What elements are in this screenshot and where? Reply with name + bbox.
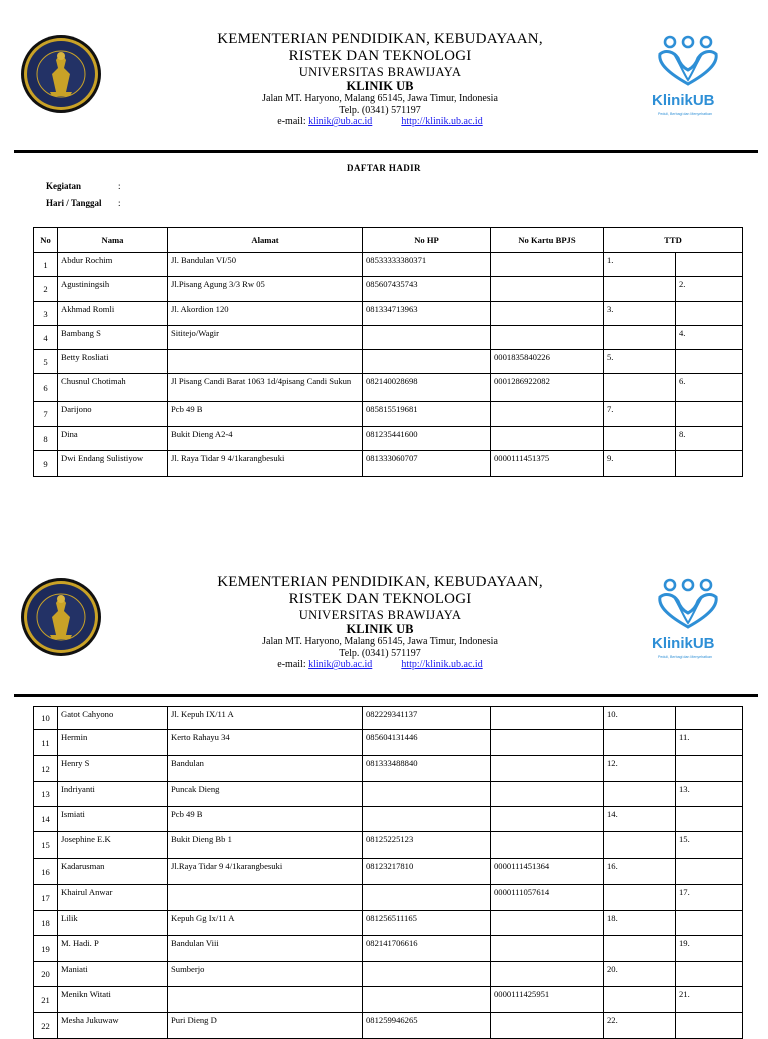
table-row [34,427,743,451]
contact-line [180,659,580,671]
row-ttd-right: 17. [676,885,743,911]
row-no-hp: 085815519681 [363,402,491,427]
row-ttd-right: 6. [676,374,743,402]
website-link[interactable]: http://klinik.ub.ac.id [401,659,483,670]
table-row [34,374,743,402]
row-no-hp [363,885,491,911]
klinikub-logo-icon [650,34,732,120]
letterhead [180,574,580,671]
address: Jalan MT. Haryono, Malang 65145, Jawa Timur, Indonesia [262,93,498,104]
row-no-hp [363,962,491,987]
row-number: 1 [34,253,58,277]
row-ttd-right [676,807,743,832]
row-number: 17 [34,885,58,911]
row-ttd-right [676,302,743,326]
row-number: 15 [34,832,58,859]
row-alamat: Jl.Raya Tidar 9 4/1karangbesuki [168,859,363,885]
row-number: 2 [34,277,58,302]
table-header-row [34,228,743,253]
row-ttd-left: 5. [604,350,676,374]
row-nama: Mesha Jukuwaw [58,1013,168,1039]
row-alamat: Sititejo/Wagir [168,326,363,350]
ministry-line-1: KEMENTERIAN PENDIDIKAN, KEBUDAYAAN, [217,574,543,590]
row-ttd-right: 11. [676,730,743,756]
row-number: 3 [34,302,58,326]
row-nama: Khairul Anwar [58,885,168,911]
row-ttd-left: 1. [604,253,676,277]
row-alamat [168,885,363,911]
row-no-kartu-bpjs: 0000111057614 [491,885,604,911]
row-number: 5 [34,350,58,374]
hari-tanggal-label: Hari / Tanggal [46,198,102,208]
row-ttd-right [676,911,743,936]
row-alamat: Bandulan Viii [168,936,363,962]
row-ttd-left: 18. [604,911,676,936]
table-row [34,350,743,374]
row-nama: Gatot Cahyono [58,707,168,730]
row-nama: Chusnul Chotimah [58,374,168,402]
row-ttd-right [676,451,743,477]
row-ttd-left: 10. [604,707,676,730]
row-ttd-left: 12. [604,756,676,782]
table-row [34,1013,743,1039]
row-no-kartu-bpjs [491,326,604,350]
ministry-line-2: RISTEK DAN TEKNOLOGI [288,48,472,64]
row-nama: Maniati [58,962,168,987]
row-nama: Hermin [58,730,168,756]
logo-tagline: Peduli, Berbagi dan Menyehatkan [658,655,712,659]
row-ttd-right [676,707,743,730]
row-no-kartu-bpjs: 0001286922082 [491,374,604,402]
header-nama: Nama [58,228,168,253]
row-number: 16 [34,859,58,885]
row-no-hp: 085604131446 [363,730,491,756]
hari-tanggal-field [46,198,121,208]
table-row [34,859,743,885]
row-no-kartu-bpjs [491,962,604,987]
attendance-table [33,227,743,477]
row-ttd-left [604,885,676,911]
row-no-kartu-bpjs [491,832,604,859]
website-link[interactable]: http://klinik.ub.ac.id [401,116,483,127]
logo-wordmark: KlinikUB [652,635,715,652]
email-link[interactable]: klinik@ub.ac.id [308,116,373,127]
row-no-kartu-bpjs: 0001835840226 [491,350,604,374]
row-ttd-right: 8. [676,427,743,451]
row-no-hp: 082140028698 [363,374,491,402]
row-alamat: Bandulan [168,756,363,782]
kegiatan-colon: : [118,181,121,191]
row-number: 13 [34,782,58,807]
row-nama: Menikn Witati [58,987,168,1013]
row-no-hp [363,350,491,374]
row-nama: Darijono [58,402,168,427]
table-row [34,832,743,859]
row-ttd-right: 4. [676,326,743,350]
row-alamat: Jl. Kepuh IX/11 A [168,707,363,730]
header-alamat: Alamat [168,228,363,253]
university-seal-icon [20,577,102,657]
kegiatan-field [46,181,121,191]
row-ttd-left [604,374,676,402]
row-no-kartu-bpjs [491,1013,604,1039]
klinikub-logo-icon [650,577,732,663]
table-row [34,451,743,477]
row-ttd-right [676,402,743,427]
row-no-hp [363,326,491,350]
contact-line [180,116,580,128]
row-ttd-left [604,832,676,859]
row-alamat: Bukit Dieng Bb 1 [168,832,363,859]
document-title: DAFTAR HADIR [347,163,421,173]
header-divider [14,694,758,697]
row-number: 9 [34,451,58,477]
row-no-kartu-bpjs [491,302,604,326]
row-nama: Dwi Endang Sulistiyow [58,451,168,477]
row-no-kartu-bpjs [491,707,604,730]
row-ttd-left [604,277,676,302]
row-no-hp: 082141706616 [363,936,491,962]
row-ttd-left: 3. [604,302,676,326]
row-ttd-left: 22. [604,1013,676,1039]
table-row [34,253,743,277]
row-ttd-right: 19. [676,936,743,962]
row-nama: Abdur Rochim [58,253,168,277]
row-alamat: Puri Dieng D [168,1013,363,1039]
row-number: 7 [34,402,58,427]
table-row [34,807,743,832]
header-no-kartu-bpjs: No Kartu BPJS [491,228,604,253]
row-ttd-right [676,962,743,987]
row-ttd-left: 7. [604,402,676,427]
row-number: 14 [34,807,58,832]
row-no-kartu-bpjs [491,402,604,427]
row-no-hp: 08533333380371 [363,253,491,277]
row-no-kartu-bpjs [491,756,604,782]
row-no-kartu-bpjs [491,911,604,936]
logo-wordmark: KlinikUB [652,92,715,109]
row-nama: Dina [58,427,168,451]
row-nama: Bambang S [58,326,168,350]
kegiatan-label: Kegiatan [46,181,81,191]
row-nama: Akhmad Romli [58,302,168,326]
ministry-line-1: KEMENTERIAN PENDIDIKAN, KEBUDAYAAN, [217,31,543,47]
table-row [34,326,743,350]
table-row [34,911,743,936]
row-no-kartu-bpjs: 0000111425951 [491,987,604,1013]
row-no-kartu-bpjs [491,782,604,807]
row-alamat: Jl. Raya Tidar 9 4/1karangbesuki [168,451,363,477]
row-alamat: Jl. Bandulan VI/50 [168,253,363,277]
row-number: 21 [34,987,58,1013]
email-link[interactable]: klinik@ub.ac.id [308,659,373,670]
row-no-kartu-bpjs [491,427,604,451]
row-alamat: Sumberjo [168,962,363,987]
row-ttd-left: 16. [604,859,676,885]
row-no-kartu-bpjs: 0000111451364 [491,859,604,885]
header-no-hp: No HP [363,228,491,253]
row-ttd-left: 9. [604,451,676,477]
row-ttd-left [604,427,676,451]
table-row [34,962,743,987]
table-row [34,707,743,730]
address: Jalan MT. Haryono, Malang 65145, Jawa Timur, Indonesia [262,636,498,647]
row-number: 20 [34,962,58,987]
attendance-table-continued [33,706,743,1039]
row-ttd-left: 20. [604,962,676,987]
row-no-hp: 081334713963 [363,302,491,326]
ministry-line-2: RISTEK DAN TEKNOLOGI [288,591,472,607]
row-no-hp: 081333488840 [363,756,491,782]
row-alamat [168,987,363,1013]
row-no-hp: 08123217810 [363,859,491,885]
row-ttd-left [604,987,676,1013]
row-no-kartu-bpjs: 0000111451375 [491,451,604,477]
table-row [34,756,743,782]
row-no-hp: 082229341137 [363,707,491,730]
row-nama: Agustiningsih [58,277,168,302]
row-nama: Betty Rosliati [58,350,168,374]
table-row [34,782,743,807]
row-number: 19 [34,936,58,962]
row-number: 18 [34,911,58,936]
clinic-name: KLINIK UB [346,79,414,93]
row-number: 10 [34,707,58,730]
row-ttd-left [604,936,676,962]
row-alamat: Puncak Dieng [168,782,363,807]
row-no-hp [363,807,491,832]
row-no-kartu-bpjs [491,730,604,756]
row-ttd-left [604,730,676,756]
row-no-kartu-bpjs [491,936,604,962]
row-nama: Henry S [58,756,168,782]
row-ttd-right [676,253,743,277]
row-ttd-right [676,350,743,374]
row-no-hp: 081259946265 [363,1013,491,1039]
hari-tanggal-colon: : [118,198,121,208]
row-ttd-right: 15. [676,832,743,859]
university-name: UNIVERSITAS BRAWIJAYA [298,65,462,79]
row-number: 6 [34,374,58,402]
row-nama: Kadarusman [58,859,168,885]
table-row [34,885,743,911]
row-ttd-right [676,756,743,782]
row-no-kartu-bpjs [491,277,604,302]
phone: Telp. (0341) 571197 [339,647,421,659]
row-no-hp: 081256511165 [363,911,491,936]
row-number: 12 [34,756,58,782]
row-alamat: Jl. Akordion 120 [168,302,363,326]
table-row [34,987,743,1013]
table-row [34,730,743,756]
row-alamat: Pcb 49 B [168,807,363,832]
row-number: 22 [34,1013,58,1039]
university-name: UNIVERSITAS BRAWIJAYA [298,608,462,622]
header-divider [14,150,758,153]
row-nama: M. Hadi. P [58,936,168,962]
logo-tagline: Peduli, Berbagi dan Menyehatkan [658,112,712,116]
row-no-hp: 08125225123 [363,832,491,859]
table-row [34,302,743,326]
row-no-hp [363,782,491,807]
row-ttd-left [604,326,676,350]
university-seal-icon [20,34,102,114]
row-alamat: Bukit Dieng A2-4 [168,427,363,451]
row-no-hp: 081235441600 [363,427,491,451]
row-alamat: Pcb 49 B [168,402,363,427]
header-no: No [34,228,58,253]
table-row [34,402,743,427]
row-no-hp: 085607435743 [363,277,491,302]
row-ttd-right: 2. [676,277,743,302]
row-no-kartu-bpjs [491,807,604,832]
row-ttd-left [604,782,676,807]
row-no-hp [363,987,491,1013]
row-ttd-right [676,1013,743,1039]
row-no-kartu-bpjs [491,253,604,277]
table-row [34,277,743,302]
email-label: e-mail: [277,116,306,127]
row-ttd-right: 13. [676,782,743,807]
row-ttd-right: 21. [676,987,743,1013]
table-row [34,936,743,962]
row-nama: Indriyanti [58,782,168,807]
row-alamat: Kerto Rahayu 34 [168,730,363,756]
row-nama: Josephine E.K [58,832,168,859]
row-number: 4 [34,326,58,350]
row-number: 11 [34,730,58,756]
phone: Telp. (0341) 571197 [339,104,421,116]
row-alamat: Jl.Pisang Agung 3/3 Rw 05 [168,277,363,302]
row-nama: Ismiati [58,807,168,832]
row-ttd-right [676,859,743,885]
page-2 [0,543,768,1031]
row-no-hp: 081333060707 [363,451,491,477]
row-nama: Lilik [58,911,168,936]
row-number: 8 [34,427,58,451]
row-alamat: Kepuh Gg Ix/11 A [168,911,363,936]
letterhead [180,31,580,128]
row-ttd-left: 14. [604,807,676,832]
clinic-name: KLINIK UB [346,622,414,636]
row-alamat [168,350,363,374]
header-ttd: TTD [604,228,743,253]
row-alamat: Jl Pisang Candi Barat 1063 1d/4pisang Candi Sukun [168,374,363,402]
email-label: e-mail: [277,659,306,670]
